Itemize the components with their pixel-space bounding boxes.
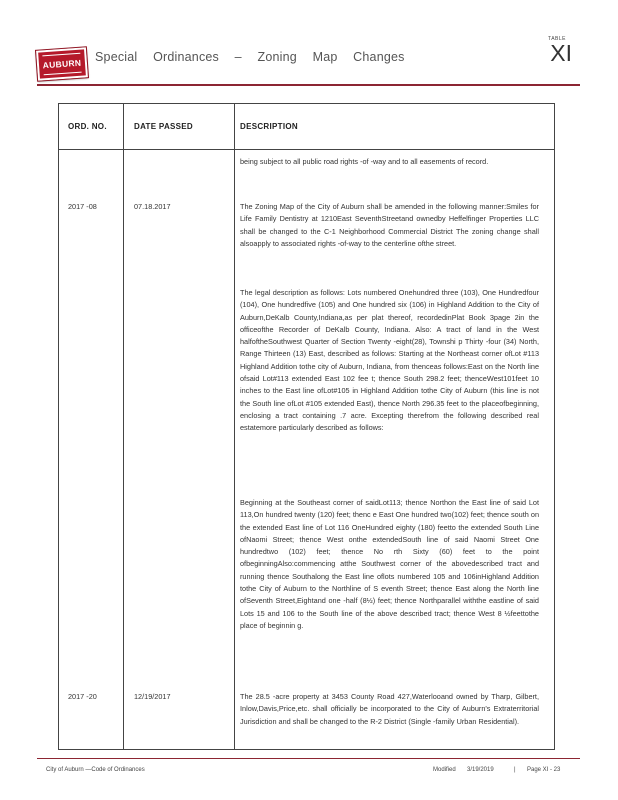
date-passed: 12/19/2017 [134,692,171,701]
continuation-text: being subject to all public road rights -of -way and to all easements of record. [240,157,489,166]
ordinance-table [58,103,555,750]
page-title: Special Ordinances – Zoning Map Changes [95,50,405,64]
footer-modified-label: Modified [433,767,456,773]
description-paragraph: The legal description as follows: Lots numbered Onehundred three (103), One Hundredfour (104), One hundredfive (105) and One hundred six (106) in Highland Addition to the City of Auburn,DeKalb County,Indiana,as per plat thereof, recordedinPlat Book 3page 2in the officeofthe Recorder of DeKalb County, Indiana. Also: A tract of land in the West halfoftheSouthwest Quarter of Section Twenty -eight(28), Townshi p Thirty -four (34) North, Range Thirteen (13) East, described as follows: Starting at the Northeast corner ofLot #113 Highland Addition tothe city of Auburn, Indiana, from thenceas follows:East on the North line ofsaid Lot#113 extended East 102 fee t; thence South 298.2 feet; thenceWest101feet 10 inches to the East line ofLot#105 in Highland Addition tothe City of Auburn (this line is not the South line ofLot #105 extended East), thence North 296.35 feet to the placeofbeginning, enclosing a tract containing .7 acre. Excepting therefrom the following described real estatemore particularly described as follows: [240,288,539,433]
description-paragraph: The 28.5 -acre property at 3453 County Road 427,Waterlooand owned by Tharp, Gilbert, Inlow,Davis,Price,etc. shall officially be incorporated to the City of Auburn's Extraterritorial Jurisdiction and shall be changed to the R-2 District (Single -family Urban Residential). [240,692,539,726]
footer-page-number: Page XI - 23 [527,767,561,773]
header-divider [37,84,580,86]
footer-separator: | [514,767,516,773]
column-header-ord-no: ORD. NO. [68,122,107,131]
footer-code-title: City of Auburn —Code of Ordinances [46,767,145,773]
auburn-logo [36,47,88,80]
footer-divider [37,758,580,759]
description-paragraph: The Zoning Map of the City of Auburn shall be amended in the following manner:Smiles for Life Family Dentistry at 1210East SeventhStreetand ownedby Heffelfinger Properties LLC shall be changed to the C-1 Neighborhood Commercial District The zoning change shall alsoapply to associated rights -of-way to the centerline ofthe street. [240,202,539,248]
ord-number: 2017 -08 [68,202,97,211]
column-header-description: DESCRIPTION [240,122,298,131]
description-paragraph: Beginning at the Southeast corner of saidLot113; thence Northon the East line of said Lot 113,On hundred twenty (120) feet; thenc e East One hundred two(102) feet; thence south on the extended East line of Lot 116 OneHundred eighty (180) feetto the extended South Line ofNaomi Street; thence West onthe extendedSouth line of said Naomi Street One hundredtwo (102) feet; thence No rth Sixty (60) feet to the point ofbeginningAlso:commencing atthe Southwest corner of the abovedescribed tract and running thence Southalong the East line oflots numbered 105 and 106inHighland Addition tothe City of Auburn to the Northline of S eventh Street; thence East along the North line ofSeventh Street,Eightand one -half (8½) feet; thence Northparallel withthe eastline of said Lots 15 and 106 to the South line of the above described tract; thence West 8 ½feettothe place of beginnin g. [240,498,539,630]
date-passed: 07.18.2017 [134,202,171,211]
logo-text: AUBURN [42,57,82,71]
header-row-divider [59,149,554,150]
table-label: TABLE [548,36,566,42]
ord-number: 2017 -20 [68,692,97,701]
footer-modified-date: 3/19/2019 [467,767,494,773]
column-header-date-passed: DATE PASSED [134,122,194,131]
table-number: XI [550,40,572,66]
column-divider [123,104,124,749]
column-divider [234,104,235,749]
